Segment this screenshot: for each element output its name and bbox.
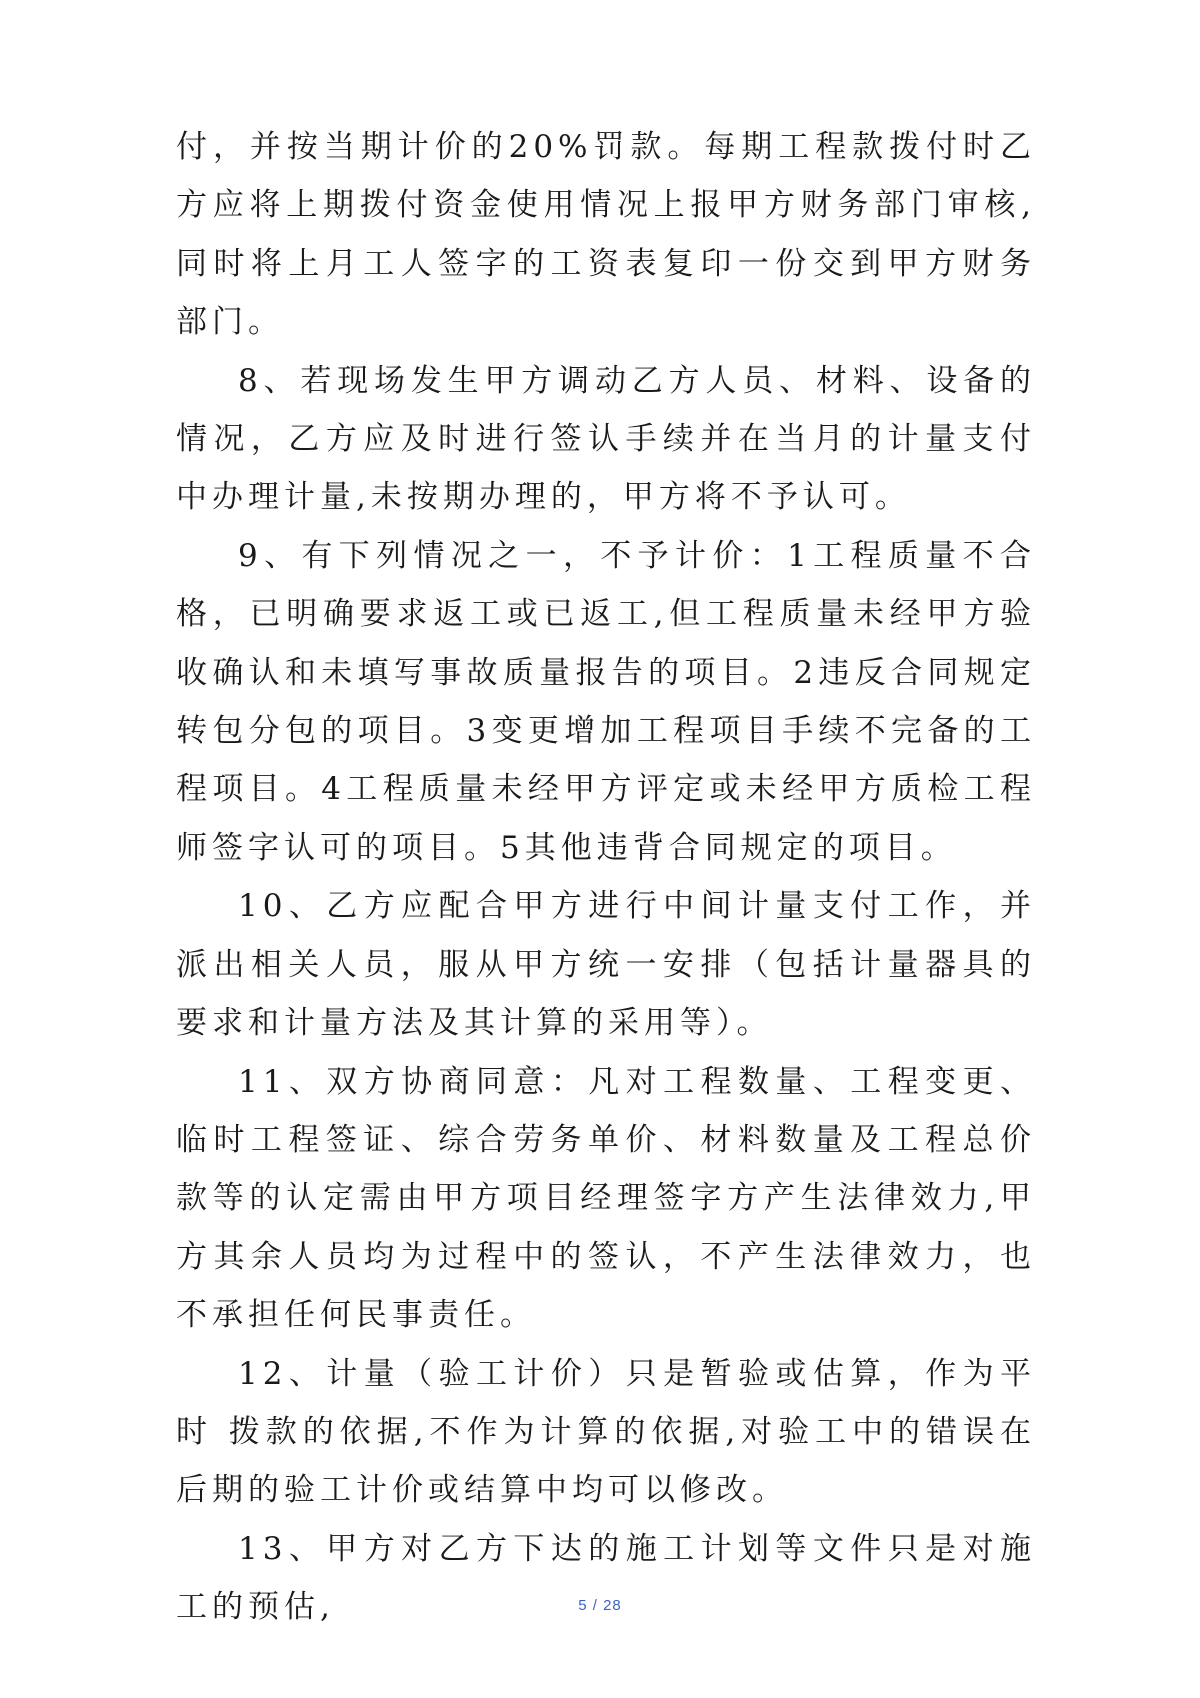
paragraph-clause-13: 13、甲方对乙方下达的施工计划等文件只是对施工的预估, [176,1530,1036,1626]
paragraph-clause-11: 11、双方协商同意：凡对工程数量、工程变更、临时工程签证、综合劳务单价、材料数量及工程总价款等的认定需由甲方项目经理签字方产生法律效力,甲方其余人员均为过程中的签认，不产生法律效力，也不承担任何民事责任。 [176,1063,1036,1334]
document-body [176,118,1036,1637]
paragraph-clause-10: 10、乙方应配合甲方进行中间计量支付工作，并派出相关人员，服从甲方统一安排（包括计量器具的要求和计量方法及其计算的采用等）。 [176,888,1036,1042]
paragraph-clause-8: 8、若现场发生甲方调动乙方人员、材料、设备的情况，乙方应及时进行签认手续并在当月的计量支付中办理计量,未按期办理的，甲方将不予认可。 [176,362,1036,516]
paragraph-payment-continuation: 付，并按当期计价的20%罚款。每期工程款拨付时乙方应将上期拨付资金使用情况上报甲方财务部门审核,同时将上月工人签字的工资表复印一份交到甲方财务部门。 [176,129,1036,341]
paragraph-clause-12: 12、计量（验工计价）只是暂验或估算，作为平时 拨款的依据,不作为计算的依据,对验工中的错误在后期的验工计价或结算中均可以修改。 [176,1355,1036,1509]
page-number: 5 / 28 [578,1597,622,1614]
paragraph-clause-9: 9、有下列情况之一，不予计价：1工程质量不合格，已明确要求返工或已返工,但工程质量未经甲方验收确认和未填写事故质量报告的项目。2违反合同规定转包分包的项目。3变更增加工程项目手续不完备的工程项目。4工程质量未经甲方评定或未经甲方质检工程师签字认可的项目。5其他违背合同规定的项目。 [176,537,1036,866]
